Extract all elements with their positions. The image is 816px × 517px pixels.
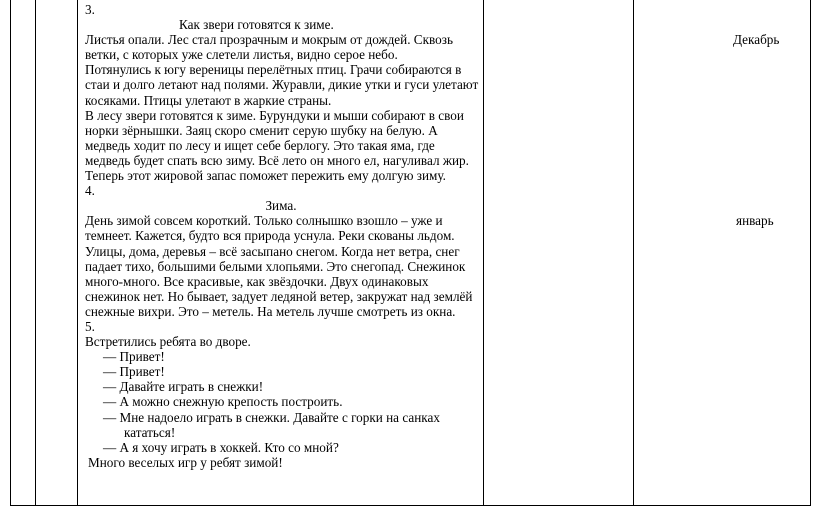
text-line: медведь ходит по лесу и ищет себе берлогу. Это такая яма, где: [85, 137, 435, 153]
text-line: снежные вихри. Это – метель. На метель лучше смотреть из окна.: [85, 303, 456, 319]
table-divider-1: [35, 0, 36, 506]
section-number: 4.: [85, 183, 95, 199]
closing-line: Много веселых игр у ребят зимой!: [88, 454, 283, 470]
text-line: норки зёрнышки. Заяц скоро сменит серую шубку на белую. А: [85, 122, 438, 138]
dialog-line: — Привет!: [103, 349, 165, 365]
text-line: Листья опали. Лес стал прозрачным и мокрым от дождей. Сквозь: [85, 32, 453, 48]
text-line: Улицы, дома, деревья – всё засыпано снегом. Когда нет ветра, снег: [85, 243, 460, 259]
month-january: январь: [736, 213, 774, 228]
table-divider-3: [483, 0, 484, 506]
table-bottom-border: [10, 505, 811, 506]
table-divider-4: [633, 0, 634, 506]
dialog-line-continuation: кататься!: [124, 424, 176, 440]
section-title: Как звери готовятся к зиме.: [179, 17, 334, 33]
text-line: ветки, с которых уже слетели листья, видно серое небо.: [85, 47, 398, 63]
table-border-left: [10, 0, 11, 506]
dialog-line: — А можно снежную крепость построить.: [103, 394, 343, 410]
table-divider-2: [77, 0, 78, 506]
text-line: падает тихо, большими белыми хлопьями. Это снегопад. Снежинок: [85, 258, 466, 274]
dialog-line: — Мне надоело играть в снежки. Давайте с горки на санках: [103, 409, 440, 425]
text-line: Теперь этот жировой запас поможет пережить ему долгую зиму.: [85, 168, 446, 184]
text-line: стаи и долго летают над полями. Журавли, дикие утки и гуси улетают: [85, 77, 479, 93]
dialog-intro: Встретились ребята во дворе.: [85, 334, 251, 350]
text-line: снежинок нет. Но бывает, задует ледяной ветер, закружат над землёй: [85, 288, 473, 304]
section-number: 5.: [85, 318, 95, 334]
text-line: косяками. Птицы улетают в жаркие страны.: [85, 92, 332, 108]
text-line: Потянулись к югу вереницы перелётных птиц. Грачи собираются в: [85, 62, 462, 78]
section-title: Зима.: [265, 198, 297, 214]
dialog-line: — А я хочу играть в хоккей. Кто со мной?: [103, 439, 339, 455]
section-number: 3.: [85, 2, 95, 17]
lesson-text-cell: [85, 2, 477, 470]
text-line: В лесу звери готовятся к зиме. Бурундуки и мыши собирают в свои: [85, 107, 464, 123]
month-december: Декабрь: [733, 32, 780, 47]
text-line: День зимой совсем короткий. Только солнышко взошло – уже и: [85, 213, 443, 229]
text-line: медведь будет спать всю зиму. Всё лето он много ел, нагуливал жир.: [85, 152, 469, 168]
text-line: темнеет. Кажется, будто вся природа уснула. Реки скованы льдом.: [85, 228, 455, 244]
dialog-line: — Привет!: [103, 364, 165, 380]
table-border-right: [810, 0, 811, 506]
text-line: много-много. Все красивые, как звёздочки. Двух одинаковых: [85, 273, 429, 289]
dialog-line: — Давайте играть в снежки!: [103, 379, 264, 395]
